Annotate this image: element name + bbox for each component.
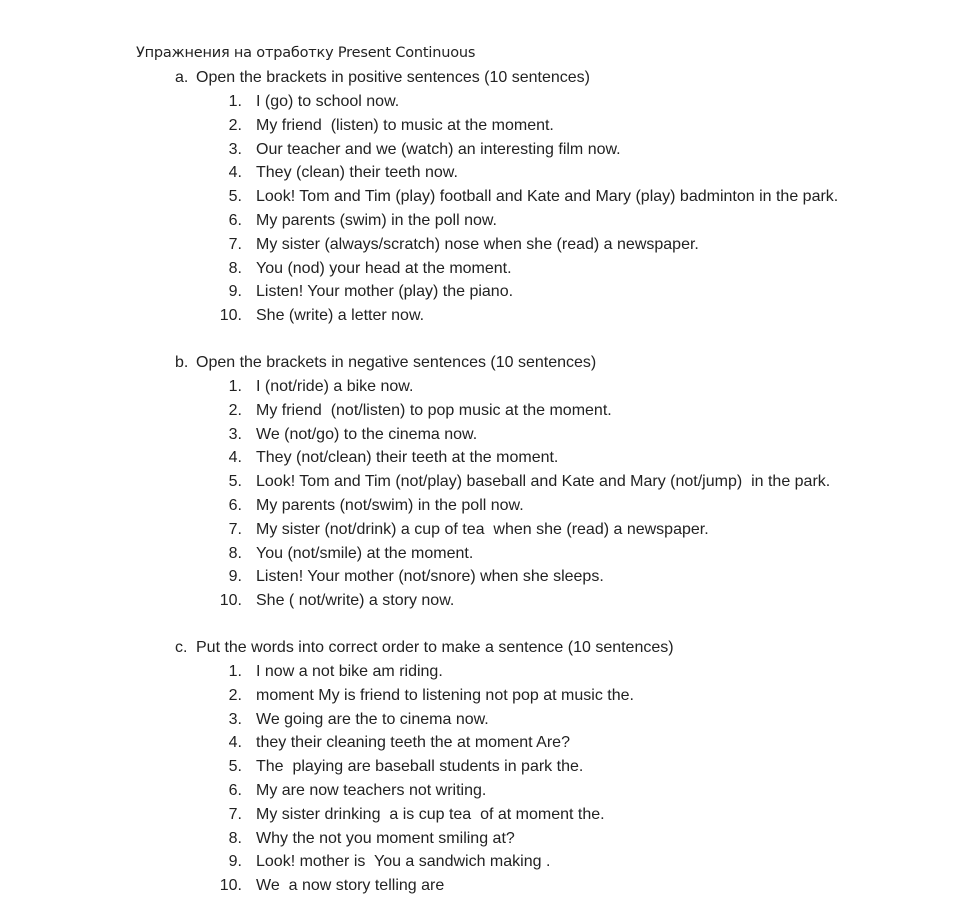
list-item-number: 2. bbox=[228, 116, 242, 134]
list-item-number: 6. bbox=[228, 782, 242, 799]
list-item-text: They (not/clean) their teeth at the moment. bbox=[256, 449, 559, 467]
list-item bbox=[0, 545, 978, 569]
list-item-number: 1. bbox=[228, 93, 242, 110]
list-item-number: 4. bbox=[228, 449, 242, 467]
list-item-text: I now a not bike am riding. bbox=[256, 663, 443, 680]
section-title: Open the brackets in negative sentences (10 sentences) bbox=[196, 354, 597, 371]
list-item bbox=[0, 830, 978, 854]
list-item-text: My parents (not/swim) in the poll now. bbox=[256, 497, 524, 514]
list-item-number: 10. bbox=[219, 877, 242, 895]
list-item-text: I (go) to school now. bbox=[256, 93, 400, 110]
list-item-number: 3. bbox=[228, 140, 242, 158]
list-item bbox=[0, 711, 978, 735]
list-item-number: 8. bbox=[228, 544, 242, 562]
list-item-number: 4. bbox=[228, 164, 242, 182]
list-item bbox=[0, 93, 978, 117]
list-item-text: Our teacher and we (watch) an interesting film now. bbox=[256, 140, 621, 158]
section-heading bbox=[175, 639, 674, 657]
list-item-number: 6. bbox=[228, 212, 242, 229]
list-item bbox=[0, 497, 978, 521]
list-item bbox=[0, 307, 978, 331]
list-item bbox=[0, 853, 978, 877]
list-item-text: They (clean) their teeth now. bbox=[256, 164, 458, 182]
list-item-text: Listen! Your mother (not/snore) when she sleeps. bbox=[256, 568, 604, 586]
list-item-number: 8. bbox=[228, 829, 242, 847]
list-item-text: Why the not you moment smiling at? bbox=[256, 829, 515, 847]
list-item-number: 8. bbox=[228, 259, 242, 277]
list-item bbox=[0, 426, 978, 450]
list-item-number: 6. bbox=[228, 497, 242, 514]
list-item-number: 7. bbox=[228, 805, 242, 823]
list-item-text: I (not/ride) a bike now. bbox=[256, 378, 414, 395]
list-item bbox=[0, 164, 978, 188]
section-heading bbox=[175, 69, 590, 87]
list-item bbox=[0, 236, 978, 260]
list-item-text: We (not/go) to the cinema now. bbox=[256, 425, 478, 443]
list-item-text: We going are the to cinema now. bbox=[256, 710, 489, 728]
list-item-number: 5. bbox=[228, 758, 242, 776]
list-item-number: 3. bbox=[228, 425, 242, 443]
list-item bbox=[0, 378, 978, 402]
list-item-text: Look! Tom and Tim (not/play) baseball and Kate and Mary (not/jump) in the park. bbox=[256, 473, 831, 491]
list-item bbox=[0, 402, 978, 426]
section-title: Put the words into correct order to make a sentence (10 sentences) bbox=[196, 639, 674, 656]
section-letter: a. bbox=[175, 69, 189, 86]
list-item-text: My friend (listen) to music at the moment. bbox=[256, 116, 554, 134]
list-item-text: My sister (not/drink) a cup of tea when she (read) a newspaper. bbox=[256, 520, 709, 538]
list-item-text: My friend (not/listen) to pop music at the moment. bbox=[256, 401, 612, 419]
list-item-text: My parents (swim) in the poll now. bbox=[256, 212, 497, 229]
list-item-text: moment My is friend to listening not pop at music the. bbox=[256, 686, 634, 704]
section-letter: c. bbox=[175, 639, 188, 656]
list-item-number: 4. bbox=[228, 734, 242, 752]
list-item-text: they their cleaning teeth the at moment Are? bbox=[256, 734, 570, 752]
list-item-text: You (nod) your head at the moment. bbox=[256, 259, 512, 277]
list-item bbox=[0, 592, 978, 616]
list-item bbox=[0, 521, 978, 545]
list-item-number: 3. bbox=[228, 710, 242, 728]
list-item-number: 5. bbox=[228, 473, 242, 491]
list-item-number: 9. bbox=[228, 853, 242, 871]
section-letter: b. bbox=[175, 354, 189, 371]
list-item bbox=[0, 212, 978, 236]
list-item bbox=[0, 473, 978, 497]
list-item bbox=[0, 758, 978, 782]
list-item bbox=[0, 782, 978, 806]
list-item-number: 10. bbox=[219, 307, 242, 325]
list-item bbox=[0, 449, 978, 473]
list-item-text: We a now story telling are bbox=[256, 877, 445, 895]
list-item-text: Listen! Your mother (play) the piano. bbox=[256, 283, 514, 301]
list-item-text: My sister (always/scratch) nose when she (read) a newspaper. bbox=[256, 235, 699, 253]
list-item-text: The playing are baseball students in park the. bbox=[256, 758, 584, 776]
list-item-text: My sister drinking a is cup tea of at moment the. bbox=[256, 805, 605, 823]
list-item-text: She (write) a letter now. bbox=[256, 307, 425, 325]
section-heading bbox=[175, 354, 596, 372]
list-item-text: Look! mother is You a sandwich making . bbox=[256, 853, 551, 871]
list-item bbox=[0, 663, 978, 687]
list-item-number: 7. bbox=[228, 520, 242, 538]
list-item bbox=[0, 877, 978, 901]
list-item-number: 2. bbox=[228, 401, 242, 419]
list-item-number: 7. bbox=[228, 235, 242, 253]
list-item bbox=[0, 188, 978, 212]
list-item bbox=[0, 141, 978, 165]
list-item bbox=[0, 687, 978, 711]
list-item-number: 2. bbox=[228, 686, 242, 704]
list-item-text: Look! Tom and Tim (play) football and Kate and Mary (play) badminton in the park. bbox=[256, 188, 839, 206]
list-item bbox=[0, 283, 978, 307]
list-item-text: You (not/smile) at the moment. bbox=[256, 544, 474, 562]
list-item-number: 1. bbox=[228, 663, 242, 680]
list-item-number: 1. bbox=[228, 378, 242, 395]
list-item bbox=[0, 734, 978, 758]
list-item-text: My are now teachers not writing. bbox=[256, 782, 487, 799]
list-item bbox=[0, 260, 978, 284]
list-item-number: 9. bbox=[228, 568, 242, 586]
list-item bbox=[0, 117, 978, 141]
section-title: Open the brackets in positive sentences (10 sentences) bbox=[196, 69, 590, 86]
list-item bbox=[0, 568, 978, 592]
list-item-number: 10. bbox=[219, 592, 242, 610]
list-item-text: She ( not/write) a story now. bbox=[256, 592, 455, 610]
list-item-number: 9. bbox=[228, 283, 242, 301]
document-title: Упражнения на отработку Present Continuous bbox=[136, 45, 476, 61]
list-item-number: 5. bbox=[228, 188, 242, 206]
list-item bbox=[0, 806, 978, 830]
